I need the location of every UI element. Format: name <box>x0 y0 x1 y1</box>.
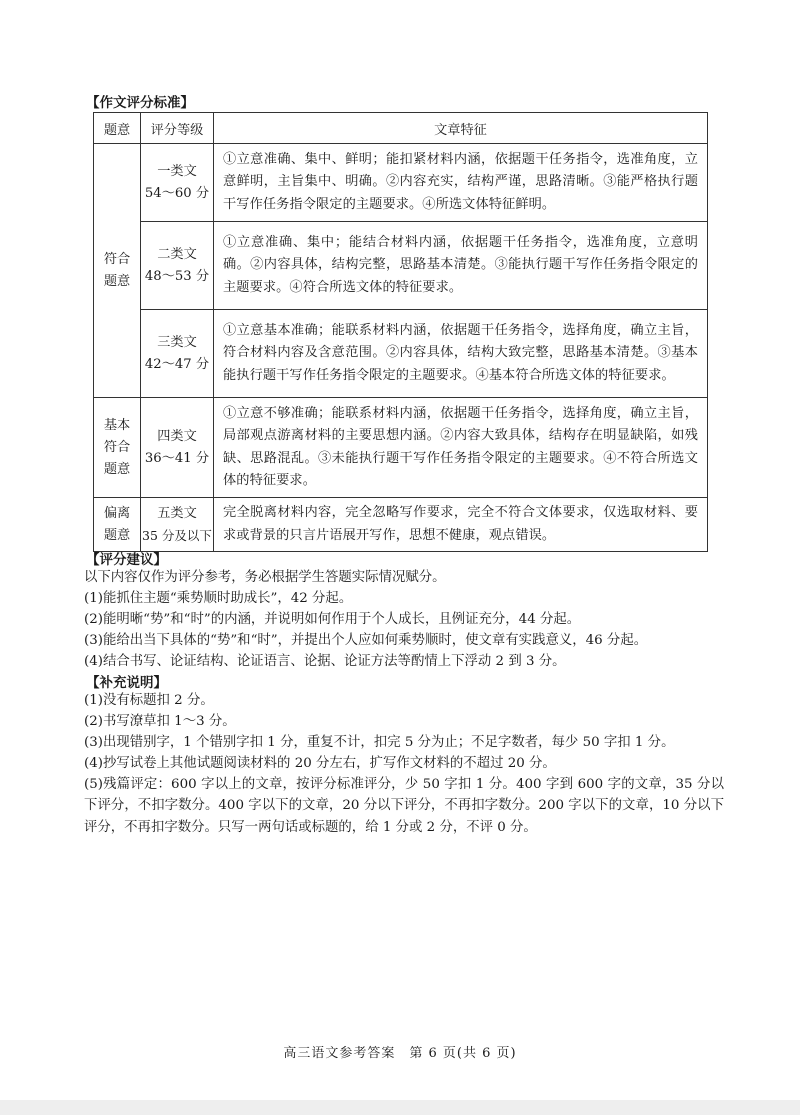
level-score: 35 分及以下 <box>142 527 212 543</box>
supplement-item: (2)书写潦草扣 1～3 分。 <box>84 714 236 729</box>
table-row <box>94 498 708 552</box>
table-row <box>94 144 708 222</box>
supplement-item: (1)没有标题扣 2 分。 <box>84 693 214 708</box>
topic-cell <box>94 144 141 398</box>
bottom-margin <box>0 1100 800 1115</box>
page-footer: 高三语文参考答案 第 6 页(共 6 页) <box>283 1046 517 1061</box>
level-score: 54～60 分 <box>144 185 210 201</box>
topic-text: 偏离题意 <box>103 505 131 543</box>
suggestion-item: (3)能给出当下具体的“势”和“时”，并提出个人应如何乘势顺时，使文章有实践意义，46 分起。 <box>84 633 648 648</box>
feature-cell: 完全脱离材料内容，完全忽略写作要求，完全不符合文体要求，仅选取材料、要求或背景的只言片语展开写作，思想不健康，观点错误。 <box>214 498 708 552</box>
topic-text: 符合题意 <box>103 251 131 289</box>
essay-criteria-heading: 【作文评分标准】 <box>86 95 194 111</box>
level-name: 四类文 <box>157 428 197 444</box>
supplement-item: (4)抄写试卷上其他试题阅读材料的 20 分左右，扩写作文材料的不超过 20 分。 <box>84 756 556 771</box>
supplement-item: (3)出现错别字，1 个错别字扣 1 分，重复不计，扣完 5 分为止；不足字数者，每少 50 字扣 1 分。 <box>84 735 675 750</box>
table-row <box>94 398 708 498</box>
topic-cell <box>94 498 141 552</box>
suggestion-item: (2)能明晰“势”和“时”的内涵，并说明如何作用于个人成长，且例证充分，44 分起。 <box>84 612 581 627</box>
level-cell <box>141 144 214 222</box>
table-row <box>94 222 708 310</box>
supplement-item: (5)残篇评定：600 字以上的文章，按评分标准评分，少 50 字扣 1 分。400 字到 600 字的文章，35 分以下评分，不扣字数分。400 字以下的文章，20 分以下评分，不再扣字数分。200 字以下的文章，10 分以下评分，不再扣字数分。只写一两句话或标题的，给 1 分或 2 分，不评 0 分。 <box>84 777 724 835</box>
table-header-row <box>94 113 708 144</box>
header-level: 评分等级 <box>141 113 214 144</box>
feature-cell: ①立意准确、集中；能结合材料内涵，依据题干任务指令，选准角度，立意明确。②内容具体，结构完整，思路基本清楚。③能执行题干写作任务指令限定的主题要求。④符合所选文体的特征要求。 <box>214 222 708 310</box>
header-features: 文章特征 <box>214 113 708 144</box>
level-cell <box>141 222 214 310</box>
level-cell <box>141 498 214 552</box>
table-row <box>94 310 708 398</box>
level-name: 一类文 <box>157 163 197 179</box>
level-name: 三类文 <box>157 334 197 350</box>
supplement-heading: 【补充说明】 <box>86 675 167 691</box>
suggestion-intro: 以下内容仅作为评分参考，务必根据学生答题实际情况赋分。 <box>84 570 446 585</box>
feature-cell: ①立意不够准确；能联系材料内涵，依据题干任务指令，选择角度，确立主旨，局部观点游离材料的主要思想内涵。②内容大致具体，结构存在明显缺陷，如残缺、思路混乱。③未能执行题干写作任务指令限定的主题要求。④不符合所选文体的特征要求。 <box>214 398 708 498</box>
feature-cell: ①立意准确、集中、鲜明；能扣紧材料内涵，依据题干任务指令，选准角度，立意鲜明，主旨集中、明确。②内容充实，结构严谨，思路清晰。③能严格执行题干写作任务指令限定的主题要求。④所选文体特征鲜明。 <box>214 144 708 222</box>
level-name: 五类文 <box>157 505 197 521</box>
suggestion-item: (4)结合书写、论证结构、论证语言、论据、论证方法等酌情上下浮动 2 到 3 分。 <box>84 654 566 669</box>
suggestion-item: (1)能抓住主题“乘势顺时助成长”，42 分起。 <box>84 591 353 606</box>
feature-cell: ①立意基本准确；能联系材料内涵，依据题干任务指令，选择角度，确立主旨，符合材料内容及含意范围。②内容具体，结构大致完整，思路基本清楚。③基本能执行题干写作任务指令限定的主题要求。④基本符合所选文体的特征要求。 <box>214 310 708 398</box>
suggestion-heading: 【评分建议】 <box>86 552 167 568</box>
topic-cell <box>94 398 141 498</box>
grading-table <box>93 112 708 552</box>
topic-text: 基本符合题意 <box>103 417 131 477</box>
level-name: 二类文 <box>157 246 197 262</box>
level-cell <box>141 310 214 398</box>
level-score: 42～47 分 <box>144 356 210 372</box>
level-score: 48～53 分 <box>144 268 210 284</box>
level-cell <box>141 398 214 498</box>
level-score: 36～41 分 <box>144 450 210 466</box>
header-topic: 题意 <box>94 113 141 144</box>
